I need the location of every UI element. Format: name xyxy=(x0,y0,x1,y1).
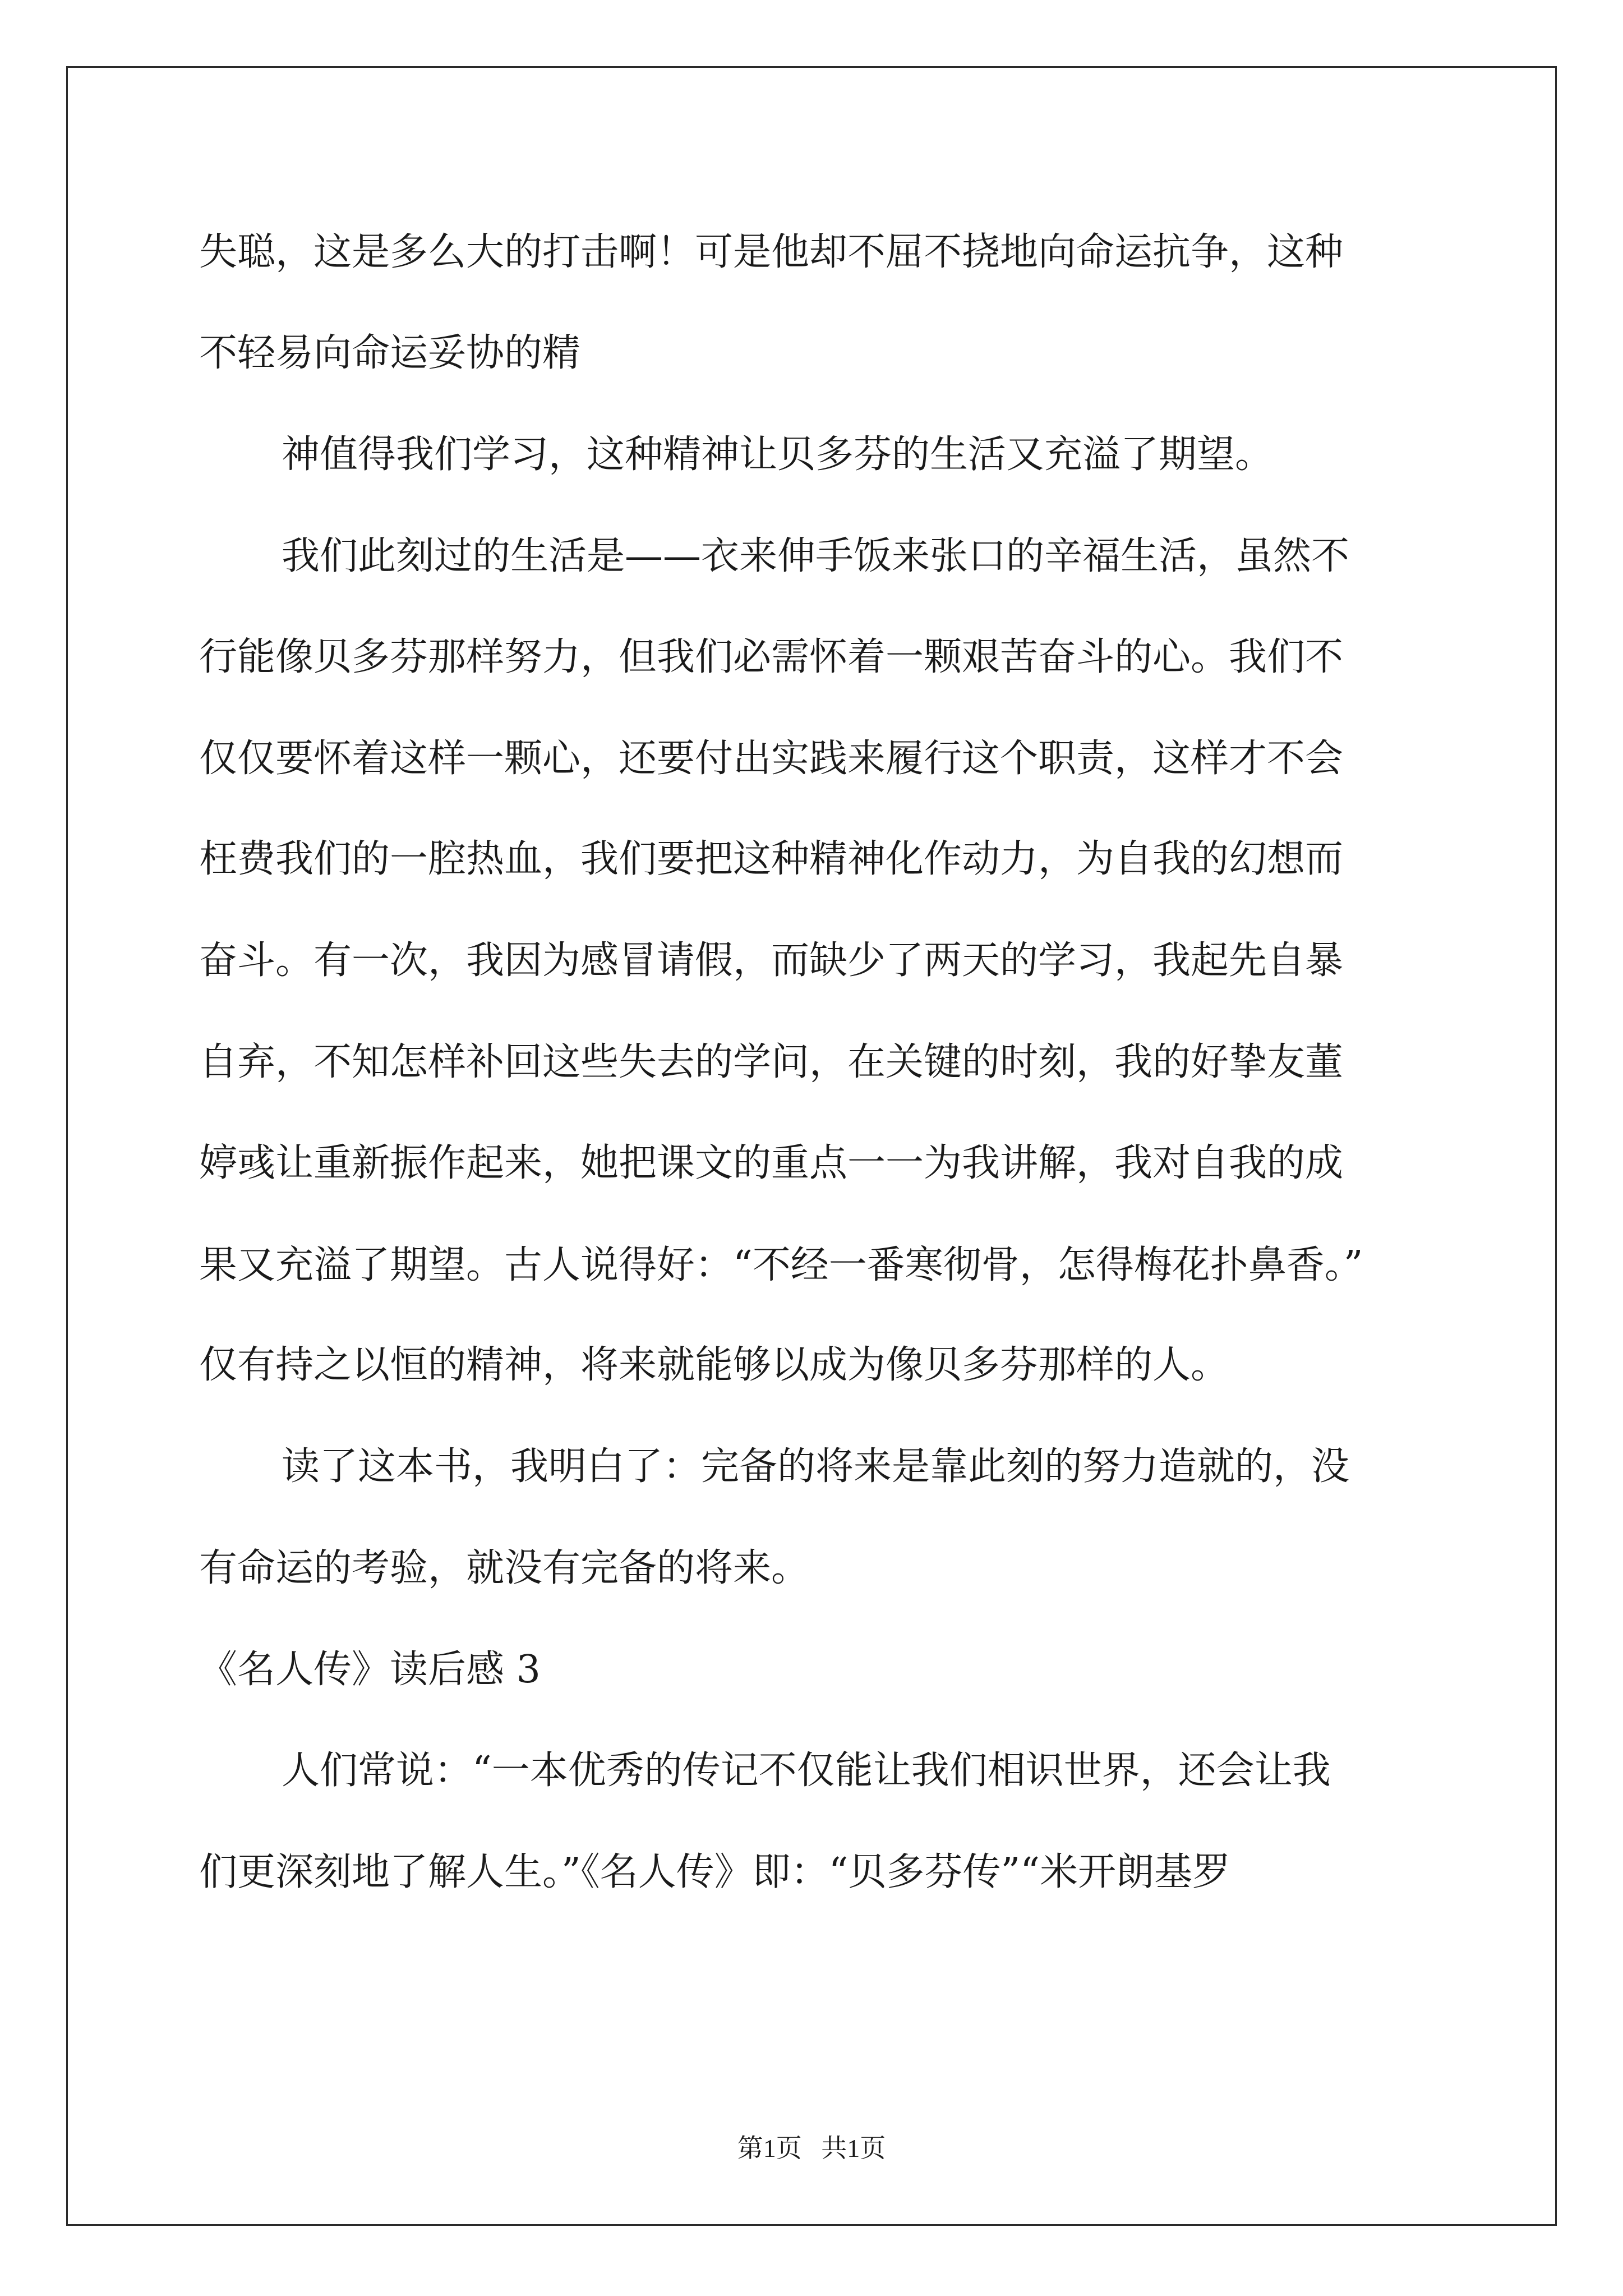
body-line-6: 仅仅要怀着这样一颗心，还要付出实践来履行这个职责，这样才不会 xyxy=(199,737,1344,781)
body-line-8: 奋斗。有一次，我因为感冒请假，而缺少了两天的学习，我起先自暴 xyxy=(199,938,1344,983)
body-line-17: 们更深刻地了解人生。”《名人传》即：“贝多芬传”“米开朗基罗 xyxy=(199,1850,1231,1894)
body-line-16: 人们常说：“一本优秀的传记不仅能让我们相识世界，还会让我 xyxy=(282,1749,1331,1793)
body-line-7: 枉费我们的一腔热血，我们要把这种精神化作动力，为自我的幻想而 xyxy=(199,837,1344,881)
body-line-2: 不轻易向命运妥协的精 xyxy=(199,331,581,375)
body-line-10: 婷彧让重新振作起来，她把课文的重点一一为我讲解，我对自我的成 xyxy=(199,1141,1344,1185)
page-footer: 第1页 共1页 xyxy=(737,2134,886,2162)
body-line-3: 神值得我们学习，这种精神让贝多芬的生活又充溢了期望。 xyxy=(282,432,1274,477)
section-heading: 《名人传》读后感 3 xyxy=(199,1648,541,1692)
body-line-5: 行能像贝多芬那样努力，但我们必需怀着一颗艰苦奋斗的心。我们不 xyxy=(199,635,1344,679)
body-line-4: 我们此刻过的生活是——衣来伸手饭来张口的辛福生活，虽然不 xyxy=(282,534,1350,578)
body-line-9: 自弃，不知怎样补回这些失去的学问，在关键的时刻，我的好挚友董 xyxy=(199,1040,1344,1084)
body-line-1: 失聪，这是多么大的打击啊！可是他却不屈不挠地向命运抗争，这种 xyxy=(199,230,1344,274)
body-line-12: 仅有持之以恒的精神，将来就能够以成为像贝多芬那样的人。 xyxy=(199,1343,1229,1387)
body-line-13: 读了这本书，我明白了：完备的将来是靠此刻的努力造就的，没 xyxy=(282,1444,1350,1489)
body-line-14: 有命运的考验，就没有完备的将来。 xyxy=(199,1546,810,1590)
body-line-11: 果又充溢了期望。古人说得好：“不经一番寒彻骨，怎得梅花扑鼻香。” xyxy=(199,1243,1363,1287)
